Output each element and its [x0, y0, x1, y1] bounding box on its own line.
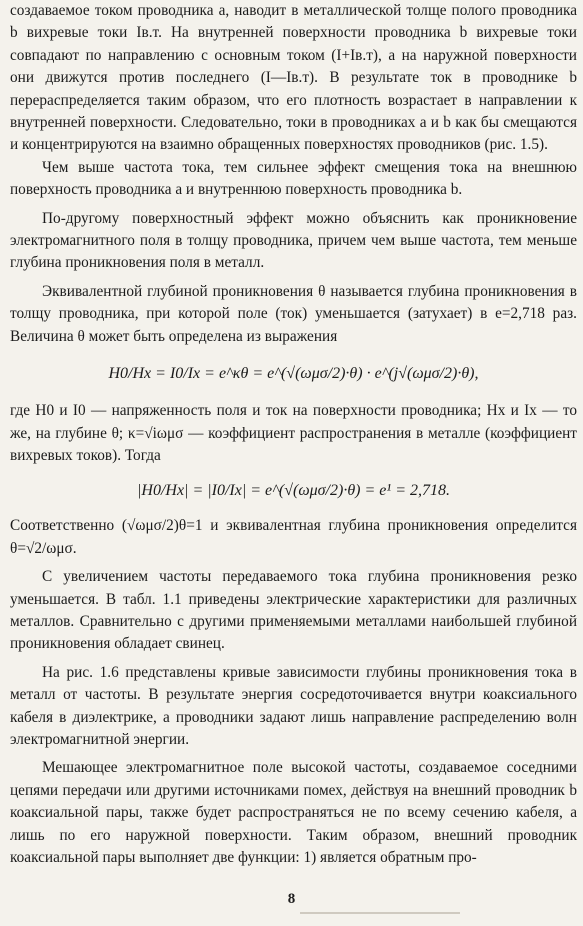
- paragraph-9: Мешающее электромагнитное поле высокой частоты, создаваемое соседними цепями передачи или другими источниками помех, действуя на внешний проводник b коаксиальной пары, также будет распространяться не по всему сечению кабеля, а лишь по его наружной поверхности. Таким образом, внешний проводник коаксиальной пары выполняет две функции: 1) является обратным про-: [10, 759, 577, 866]
- formula-magnitude-text: |H0/Hx| = |I0/Ix| = e^(√(ωμσ/2)·θ) = e¹ = 2,718.: [136, 482, 450, 500]
- page-number: 8: [287, 891, 296, 907]
- page-text: [10, 0, 577, 869]
- paragraph-8: На рис. 1.6 представлены кривые зависимости глубины проникновения тока в металл от частоты. В результате энергия сосредоточивается внутри коаксиального кабеля в диэлектрике, а проводники задают лишь направление распределению волн электромагнитной энергии.: [10, 663, 577, 748]
- paragraph-7: С увеличением частоты передаваемого тока глубина проникновения резко уменьшается. В табл. 1.1 приведены электрические характеристики для различных металлов. Сравнительно с другими применяемыми металлами наибольшей глубиной проникновения обладает свинец.: [10, 568, 577, 653]
- paragraph-1: создаваемое током проводника a, наводит в металлической толще полого проводника b вихревые токи Iв.т. На внутренней поверхности проводника b вихревые токи совпадают по направлению с основным током (I+Iв.т), а на наружной поверхности они движутся против последнего (I—Iв.т). В результате ток в проводнике b перераспределяется таким образом, что его плотность возрастает в направлении к внутренней поверхности. Следовательно, токи в проводниках a и b как бы смещаются и концентрируются на взаимно обращенных поверхностях проводников (рис. 1.5).: [10, 2, 577, 154]
- paragraph-5: где H0 и I0 — напряженность поля и ток на поверхности проводника; Hx и Ix — то же, на глубине θ; κ=√iωμσ — коэффициент распространения в металле (коэффициент вихревых токов). Тогда: [10, 402, 577, 464]
- formula-magnitude: [10, 467, 577, 515]
- paragraph-2: Чем выше частота тока, тем сильнее эффект смещения тока на внешнюю поверхность проводника a и внутреннюю поверхность проводника b.: [10, 158, 577, 199]
- formula-penetration-text: H0/Hx = I0/Ix = e^κθ = e^(√(ωμσ/2)·θ) · e^(j√(ωμσ/2)·θ),: [108, 364, 479, 382]
- scan-artifact: [300, 912, 460, 914]
- formula-penetration: [10, 348, 577, 400]
- paragraph-6: Соответственно (√ωμσ/2)θ=1 и эквивалентная глубина проникновения определится θ=√2/ωμσ.: [10, 517, 577, 557]
- paragraph-3: По-другому поверхностный эффект можно объяснить как проникновение электромагнитного поля в толщу проводника, причем чем выше частота, тем меньше глубина проникновения поля в металл.: [10, 209, 577, 272]
- paragraph-4: Эквивалентной глубиной проникновения θ называется глубина проникновения в толщу проводника, при которой поле (ток) уменьшается (затухает) в e=2,718 раз. Величина θ может быть определена из выражения: [10, 282, 577, 345]
